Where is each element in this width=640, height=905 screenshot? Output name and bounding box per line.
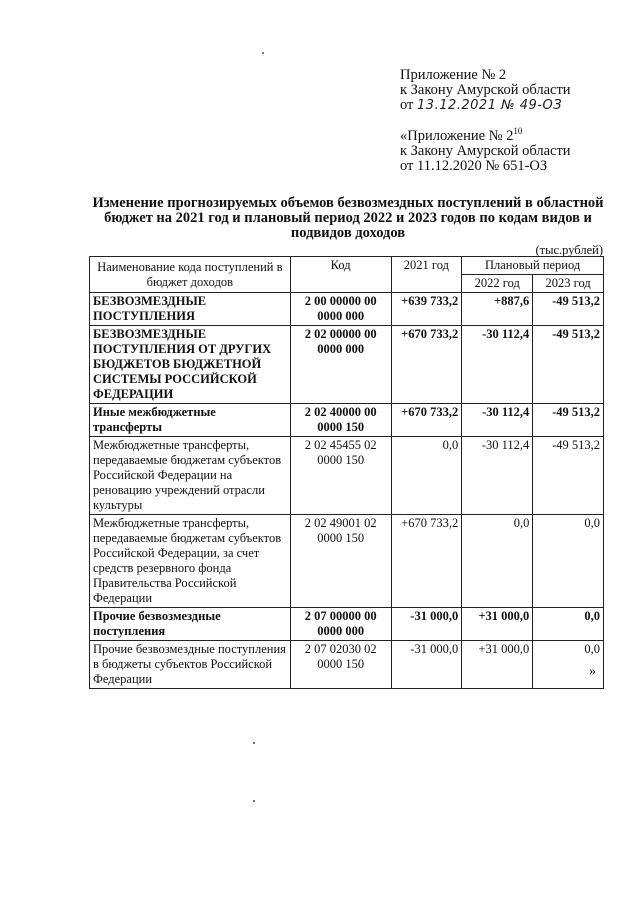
- appendix-superscript: 10: [513, 126, 523, 136]
- row-2023: 0,0: [533, 641, 604, 689]
- revenue-table: [89, 256, 604, 689]
- row-name: Межбюджетные трансферты, передаваемые бюджетам субъектов Российской Федерации на реновацию учреждений отрасли культуры: [90, 437, 291, 515]
- row-2023: -49 513,2: [533, 326, 604, 404]
- header-2022: 2022 год: [462, 275, 533, 293]
- table-row: [90, 437, 604, 515]
- row-2021: -31 000,0: [391, 608, 462, 641]
- row-2021: +670 733,2: [391, 404, 462, 437]
- amended-law-reference: к Закону Амурской области: [400, 142, 571, 159]
- appendix-number: Приложение № 2: [400, 67, 507, 83]
- row-2023: -49 513,2: [533, 437, 604, 515]
- table-row: [90, 641, 604, 689]
- row-name: Прочие безвозмездные поступления: [90, 608, 291, 641]
- row-2023: -49 513,2: [533, 293, 604, 326]
- table-row: [90, 404, 604, 437]
- law-date-line: [400, 98, 571, 113]
- row-code: 2 00 00000 00 0000 000: [290, 293, 391, 326]
- row-name: Иные межбюджетные трансферты: [90, 404, 291, 437]
- law-reference: к Закону Амурской области: [400, 82, 571, 98]
- appendix-header: [400, 68, 571, 113]
- row-2022: +31 000,0: [462, 641, 533, 689]
- scan-speck: [253, 800, 255, 802]
- header-plan-period: Плановый период: [462, 257, 604, 275]
- table-row: [90, 515, 604, 608]
- row-name: БЕЗВОЗМЕЗДНЫЕ ПОСТУПЛЕНИЯ ОТ ДРУГИХ БЮДЖЕТОВ БЮДЖЕТНОЙ СИСТЕМЫ РОССИЙСКОЙ ФЕДЕРАЦИИ: [90, 326, 291, 404]
- closing-quote: »: [589, 664, 596, 679]
- row-2023: -49 513,2: [533, 404, 604, 437]
- header-name: Наименование кода поступлений в бюджет доходов: [90, 257, 291, 293]
- row-2022: -30 112,4: [462, 326, 533, 404]
- row-name: БЕЗВОЗМЕЗДНЫЕ ПОСТУПЛЕНИЯ: [90, 293, 291, 326]
- row-name: Прочие безвозмездные поступления в бюджеты субъектов Российской Федерации: [90, 641, 291, 689]
- header-2023: 2023 год: [533, 275, 604, 293]
- amended-appendix-header: [400, 124, 571, 174]
- row-2023: 0,0: [533, 515, 604, 608]
- amended-appendix-number: «Приложение № $2^{10}$: [400, 126, 523, 144]
- row-code: 2 07 02030 02 0000 150: [290, 641, 391, 689]
- row-code: 2 02 45455 02 0000 150: [290, 437, 391, 515]
- row-2021: +670 733,2: [391, 515, 462, 608]
- header-2021: 2021 год: [391, 257, 462, 293]
- amended-law-date: от 11.12.2020 № 651-ОЗ: [400, 157, 548, 174]
- row-2021: 0,0: [391, 437, 462, 515]
- row-name: Межбюджетные трансферты, передаваемые бюджетам субъектов Российской Федерации, за счет средств резервного фонда Правительства Российской Федерации: [90, 515, 291, 608]
- row-2022: +887,6: [462, 293, 533, 326]
- row-code: 2 02 00000 00 0000 000: [290, 326, 391, 404]
- row-2022: -30 112,4: [462, 437, 533, 515]
- table-row: [90, 608, 604, 641]
- table-row: [90, 293, 604, 326]
- document-title: Изменение прогнозируемых объемов безвозмездных поступлений в областной бюджет на 2021 год и плановый период 2022 и 2023 годов по кодам видов и подвидов доходов: [92, 195, 604, 241]
- scan-speck: [262, 52, 264, 54]
- header-code: Код: [290, 257, 391, 293]
- handwritten-date: 13.12.2021 № 49-ОЗ: [417, 98, 563, 113]
- row-code: 2 02 40000 00 0000 150: [290, 404, 391, 437]
- scan-speck: [253, 742, 255, 744]
- row-2021: +639 733,2: [391, 293, 462, 326]
- row-2023: 0,0: [533, 608, 604, 641]
- date-prefix: от: [400, 97, 414, 113]
- row-2022: +31 000,0: [462, 608, 533, 641]
- row-2021: -31 000,0: [391, 641, 462, 689]
- units-label: (тыс.рублей): [535, 243, 603, 257]
- row-2022: -30 112,4: [462, 404, 533, 437]
- row-code: 2 02 49001 02 0000 150: [290, 515, 391, 608]
- row-code: 2 07 00000 00 0000 000: [290, 608, 391, 641]
- row-2022: 0,0: [462, 515, 533, 608]
- table-row: [90, 326, 604, 404]
- row-2021: +670 733,2: [391, 326, 462, 404]
